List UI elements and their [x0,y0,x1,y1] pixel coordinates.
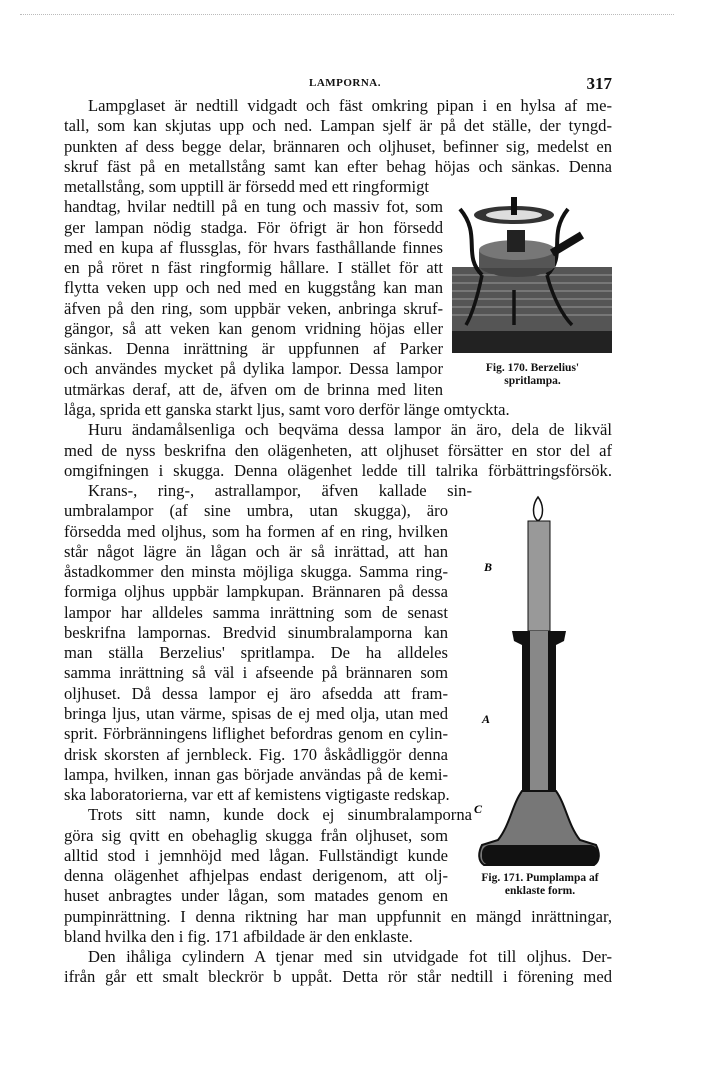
text-line: omgifningen i skugga. Denna olägenhet ledde till talrika förbättringsförsök. [64,460,612,480]
text-line: ska laboratorierna, var ett af kemistens vigtigaste redskap. [64,785,450,805]
text-line: metallstång, som upptill är försedd med ett ringformigt [64,177,429,197]
spirit-lamp-illustration [452,195,612,353]
text-line: man ställa Berzelius' spritlampa. De ha alldeles [64,643,448,663]
text-line: denna olägenhet afhjelpas endast derigenom, att olj- [64,866,448,886]
label-B: B [484,560,493,574]
text-line: Den ihåliga cylindern A tjenar med sin utvidgade fot till oljhus. Der- [88,947,612,967]
figure-170-spirit-lamp [452,195,612,353]
caption-line: spritlampa. [504,375,561,387]
text-line: bringa ljus, utan värme, spisas de ej med olja, utan med [64,703,448,723]
text-line: låga, sprida ett ganska starkt ljus, samt voro derför länge omtyckta. [64,399,510,419]
text-line: Trots sitt namn, kunde dock ej sinumbralamporna [88,805,472,825]
page-edge-line [20,14,674,15]
text-line: drisk skorsten af jernbleck. Fig. 170 åskådliggör denna [64,744,448,764]
text-line: en på röret n fäst ringformig hållare. I stället för att [64,258,443,278]
text-line: Lampglaset är nedtill vidgadt och fäst omkring pipan i en hylsa af me- [88,96,612,115]
text-line: lampor har alldeles samma inrättning som de senast [64,602,448,622]
text-line: äfven på den ring, som uppbär veken, anbringa skruf- [64,298,443,318]
text-line: huset anbragtes under lågan, som matades genom en [64,886,448,906]
figure-171-caption [462,872,618,898]
text-line: skruf fäst på en metallstång samt kan efter behag höjas och sänkas. Denna [64,156,612,176]
label-C: C [474,802,483,816]
text-line: åstadkommer den minsta möjliga skugga. Samma ring- [64,562,448,582]
text-line: sprit. Förbränningens liflighet befordras genom en cylin- [64,724,448,744]
text-line: handtag, hvilar nedtill på en tung och massiv fot, som [64,197,443,217]
text-line: flytta veken upp och ned med en kuggstång kan man [64,278,443,298]
text-line: med de nyss beskrifna den olägenheten, att oljhuset försätter en stor del af [64,440,612,460]
text-line: formiga oljhus uppbär lampkupan. Brännaren på dessa [64,582,448,602]
text-line: göra sig qvitt en obehaglig skugga från oljhuset, som [64,825,448,845]
text-line: beskrifna lampornas. Bredvid sinumbralamporna kan [64,622,448,642]
text-line: umbralampor (af sine umbra, utan skugga), äro [64,501,448,521]
label-A: A [482,712,491,726]
text-line: ifrån går ett smalt bleckrör b uppåt. Detta rör står nedtill i förening med [64,967,612,987]
text-line: Huru ändamålsenliga och beqväma dessa lampor än äro, dela de likväl [88,420,612,440]
text-line: lampa, hvilken, innan gas började användas på de kemi- [64,764,448,784]
text-line: och användes mycket på dylika lampor. Dessa lampor [64,359,443,379]
caption-line: Fig. 170. Berzelius' [485,362,580,374]
page-number: 317 [586,74,612,93]
text-line: ger lampan nödig stadga. För öfrigt är hon försedd [64,217,443,237]
caption-line: enklaste form. [504,885,576,897]
text-line: med en kupa af flussglas, för hvars fasthållande finnes [64,237,443,257]
text-line: utmärkas deraf, att de, äfven om de brinna med liten [64,379,443,399]
text-line: punkten af dess begge delar, brännaren och oljhuset, befinner sig, medelst en [64,136,612,156]
text-line: står något lägre än lågan och är så inrättad, att han [64,541,448,561]
text-line: sänkas. Denna inrättning är uppfunnen af Parker [64,339,443,359]
figure-171-pump-lamp [468,495,612,870]
running-title: LAMPORNA. [308,77,382,89]
caption-line: Fig. 171. Pumplampa af [481,872,599,884]
figure-170-caption [450,362,615,388]
pump-lamp-illustration [468,495,612,870]
text-line: oljhuset. Då dessa lampor ej äro afsedda att fram- [64,683,448,703]
text-line: samma inrättning så väl i afseende på brännaren som [64,663,448,683]
text-line: tall, som kan skjutas upp och ned. Lampan sjelf är på det ställe, der tyngd- [64,116,612,136]
text-line: bland hvilka den i fig. 171 afbildade är den enklaste. [64,926,413,946]
text-line: försedda med oljhus, som ha formen af en ring, hvilken [64,521,448,541]
text-line: pumpinrättning. I denna riktning har man uppfunnit en mängd inrättningar, [64,906,612,926]
text-line: gängor, så att veken kan genom vridning höjas eller [64,318,443,338]
text-line: Krans-, ring-, astrallampor, äfven kallade sin- [88,481,472,501]
text-line: alltid stod i jemnhöjd med lågan. Fullständigt kunde [64,845,448,865]
